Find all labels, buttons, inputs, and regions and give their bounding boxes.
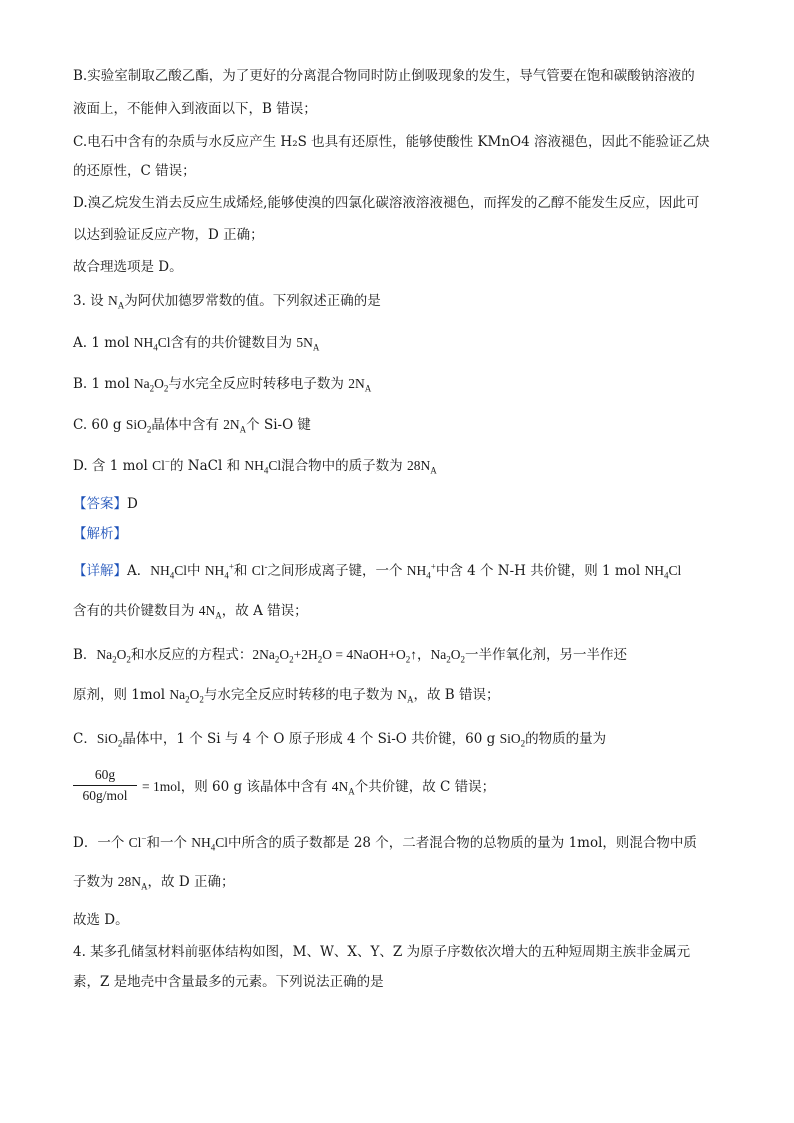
fraction-denominator: 60g/mol — [82, 788, 128, 803]
fraction-bar — [73, 785, 137, 786]
conclusion: 故选 D。 — [73, 912, 129, 928]
option-d: D. 含 1 mol Cl−的 NaCl 和 $NH_4Cl$混合物中的质子数为 $28N_A$ — [73, 456, 437, 476]
detail-d-line2: 子数为 $28N_A$，故 D 正确； — [73, 874, 235, 892]
text-line: B.实验室制取乙酸乙酯，为了更好的分离混合物同时防止倒吸现象的发生，导气管要在饱和碳酸钠溶液的 — [73, 68, 695, 84]
text-line: D.溴乙烷发生消去反应生成烯烃,能够使溴的四氯化碳溶液溶液褪色，而挥发的乙醇不能发生反应，因此可 — [73, 195, 700, 211]
analysis-heading: 【解析】 — [73, 526, 127, 542]
text-line: 以达到验证反应产物，D 正确； — [73, 227, 264, 243]
option-a: A. 1 mol $NH_4Cl$含有的共价键数目为 $5N_A$ — [73, 335, 320, 353]
fraction-numerator: 60g — [94, 767, 116, 782]
question-3: 3. 设 $N_A$为阿伏加德罗常数的值。下列叙述正确的是 — [73, 293, 381, 311]
detail-a-line1: 【详解】A．$NH_4Cl$中 $NH_4^+$和 Cl-之间形成离子键，一个 $NH_4^+$中含 4 个 N-H 共价键，则 1 mol $NH_4Cl$ — [73, 561, 682, 581]
text-line: 液面上，不能伸入到液面以下，B 错误； — [73, 101, 317, 117]
detail-c-line2: = 1mol，则 60 g 该晶体中含有 $4N_A$个共价键，故 C 错误； — [142, 779, 496, 797]
detail-c-line1: C．SiO$_2$晶体中，1 个 Si 与 4 个 O 原子形成 4 个 Si-O 共价键，60 g SiO$_2$的物质的量为 — [73, 731, 607, 749]
text-line: 的还原性，C 错误； — [73, 163, 196, 179]
question-4-line1: 4. 某多孔储氢材料前驱体结构如图，M、W、X、Y、Z 为原子序数依次增大的五种短周期主族非金属元 — [73, 944, 691, 960]
option-c: C. 60 g SiO$_2$晶体中含有 $2N_A$个 Si-O 键 — [73, 417, 311, 435]
option-b: B. 1 mol $Na_2O_2$与水完全反应时转移电子数为 $2N_A$ — [73, 376, 372, 394]
fraction — [73, 766, 137, 805]
text-line: C.电石中含有的杂质与水反应产生 H₂S 也具有还原性，能够使酸性 KMnO4 溶液褪色，因此不能验证乙炔 — [73, 134, 710, 150]
detail-a-line2: 含有的共价键数目为 $4N_A$，故 A 错误； — [73, 603, 308, 621]
detail-b-line1: B．$Na_2O_2$和水反应的方程式：$2Na_2O_2+2H_2O$ = $4NaOH+O_2↑$，$Na_2O_2$一半作氧化剂，另一半作还 — [73, 647, 628, 665]
text-line: 故合理选项是 D。 — [73, 259, 183, 275]
detail-b-line2: 原剂，则 1mol $Na_2O_2$与水完全反应时转移的电子数为 $N_A$，故 B 错误； — [73, 687, 500, 705]
detail-d-line1: D．一个 Cl−和一个 $NH_4Cl$中所含的质子数都是 28 个，二者混合物的总物质的量为 1mol，则混合物中质 — [73, 833, 697, 853]
answer: 【答案】D — [73, 496, 138, 512]
question-4-line2: 素，Z 是地壳中含量最多的元素。下列说法正确的是 — [73, 974, 384, 990]
